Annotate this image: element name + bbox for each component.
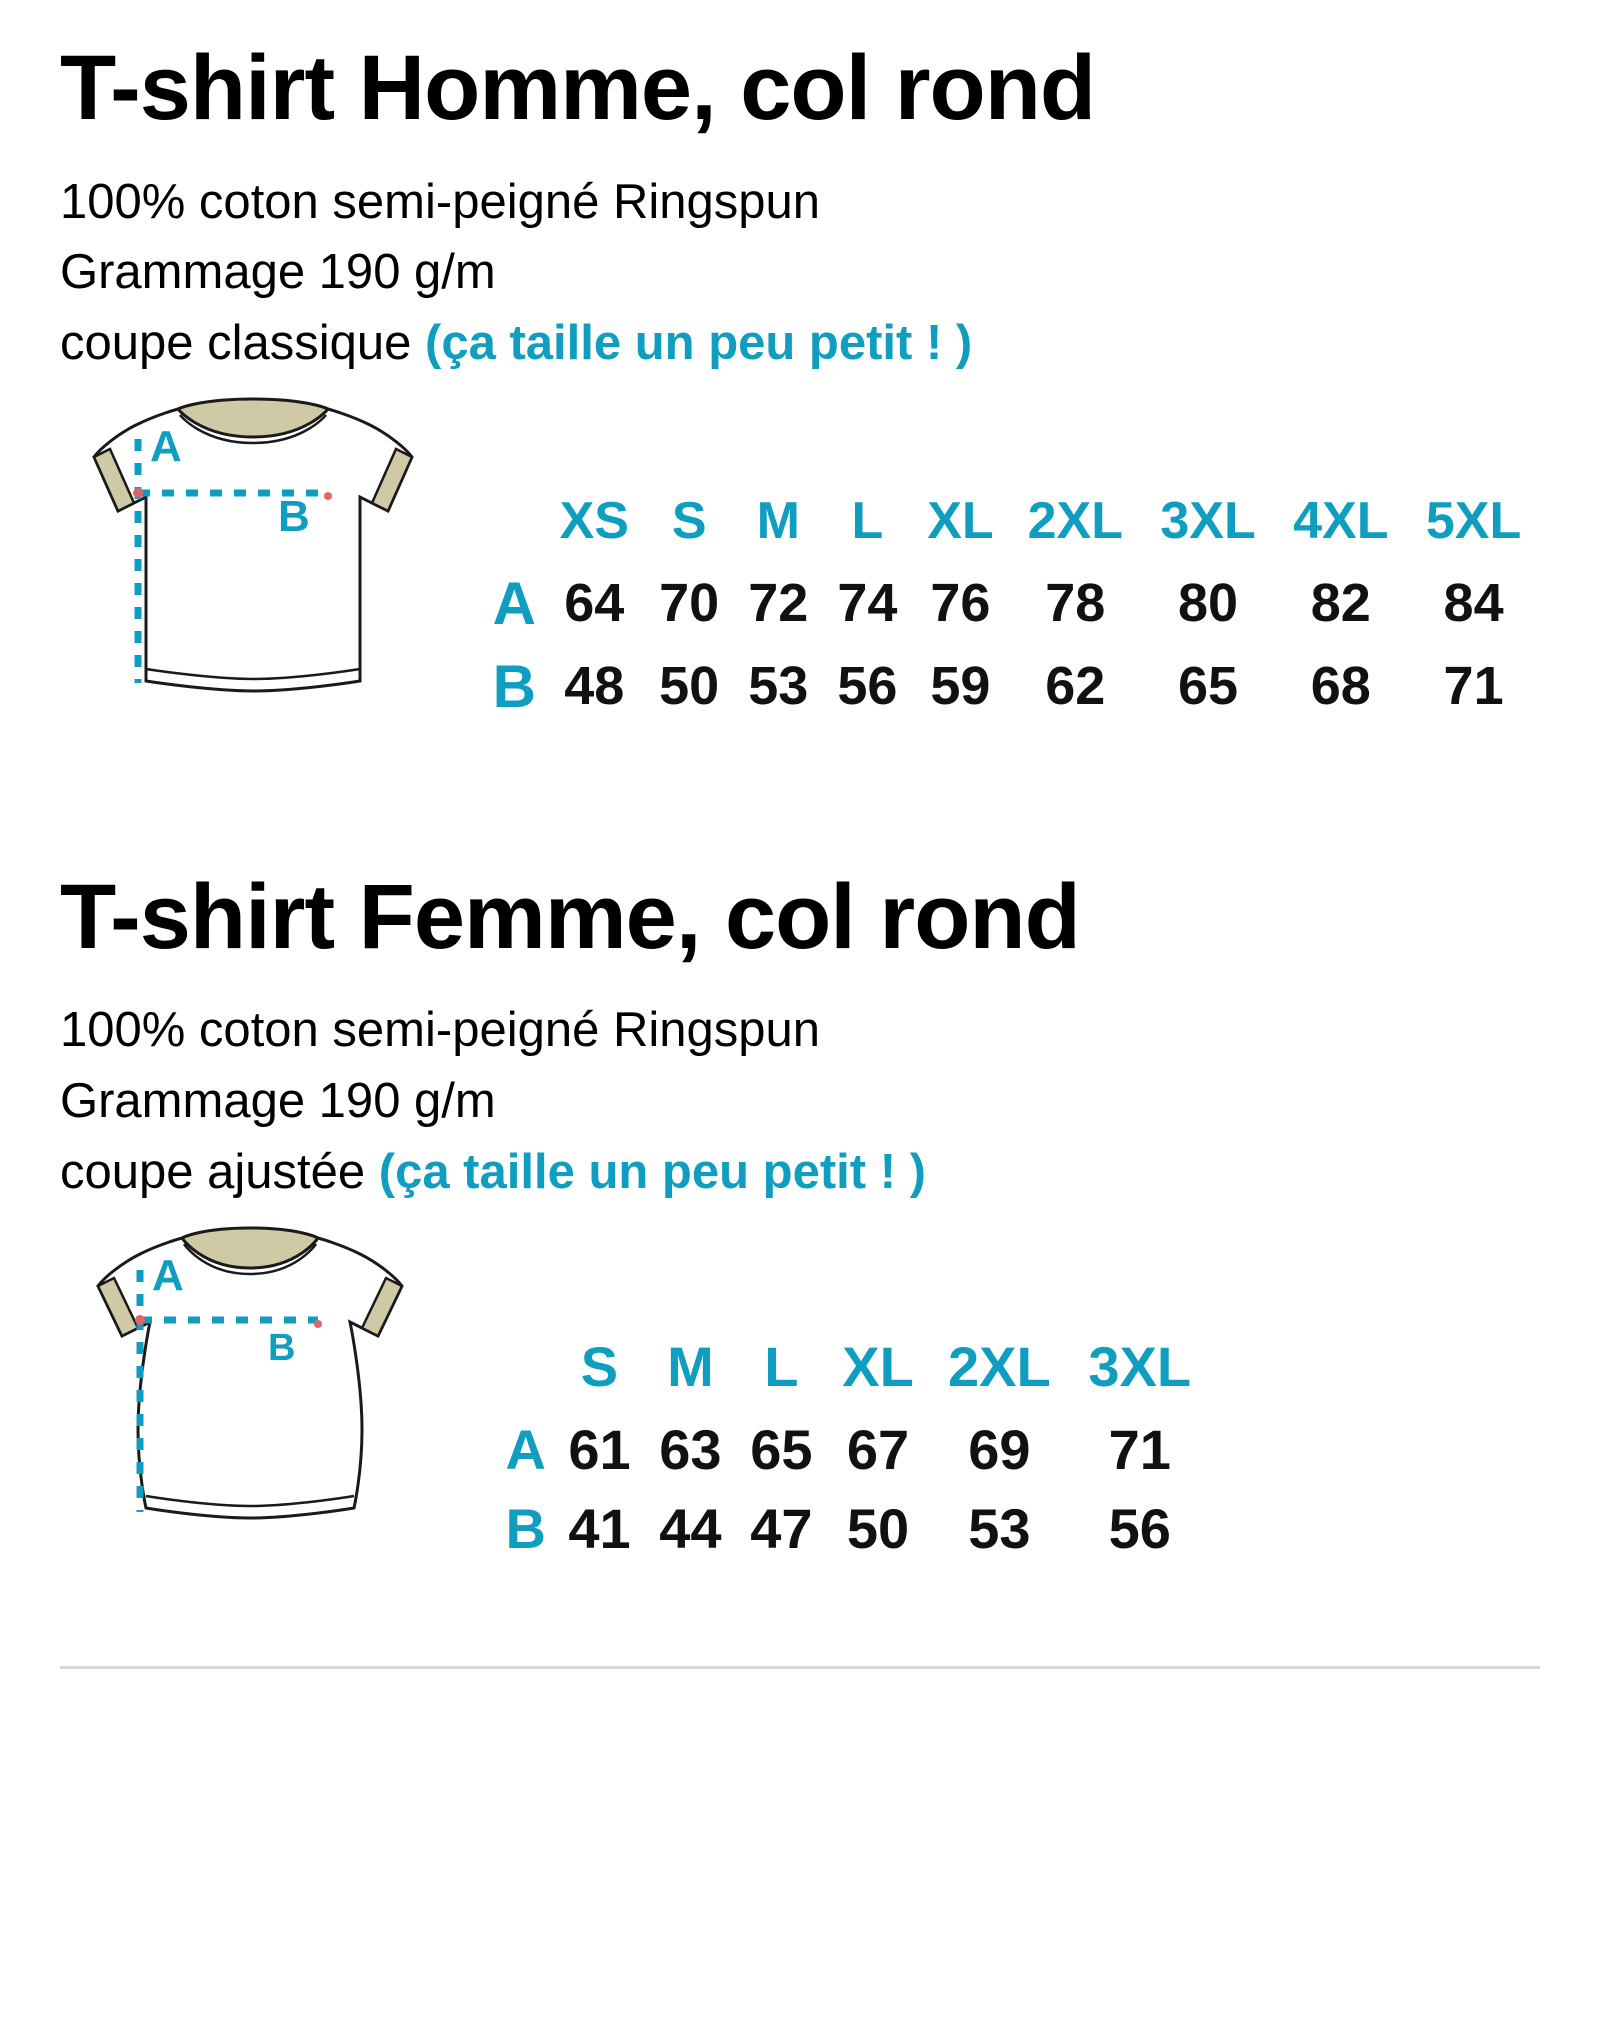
fit-note-homme: (ça taille un peu petit ! ) bbox=[425, 316, 973, 371]
cell-a-5xl: 84 bbox=[1443, 573, 1504, 634]
size-table-corner-homme bbox=[460, 487, 544, 565]
cell-a-xs: 64 bbox=[564, 573, 625, 634]
size-col-m: M bbox=[756, 491, 800, 550]
cell-b-s: 50 bbox=[659, 656, 720, 717]
diagram-label-b-femme: B bbox=[268, 1326, 296, 1369]
cell-a-3xl-femme: 71 bbox=[1108, 1417, 1171, 1481]
size-col-l-femme: L bbox=[764, 1334, 799, 1398]
cell-b-3xl-femme: 56 bbox=[1108, 1496, 1171, 1560]
size-col-xs: XS bbox=[559, 491, 629, 550]
diagram-label-a-femme: A bbox=[152, 1250, 184, 1300]
size-table-wrap-homme bbox=[450, 391, 1540, 731]
section-femme bbox=[60, 865, 1540, 1669]
size-table-head-homme bbox=[460, 487, 1540, 565]
description-line-weight-femme: Grammage 190 g/m bbox=[60, 1074, 496, 1129]
page-title-homme: T-shirt Homme, col rond bbox=[60, 37, 1096, 139]
tshirt-diagram-homme bbox=[60, 391, 450, 791]
size-col-5xl: 5XL bbox=[1425, 491, 1522, 550]
description-line-fit-homme bbox=[60, 312, 1540, 375]
row-label-a-homme: A bbox=[492, 569, 536, 637]
size-col-4xl: 4XL bbox=[1293, 491, 1389, 550]
size-header-row-femme bbox=[470, 1330, 1210, 1413]
table-row bbox=[470, 1492, 1210, 1571]
diagram-label-b-homme: B bbox=[278, 491, 310, 541]
cell-b-xs: 48 bbox=[564, 656, 625, 717]
size-col-3xl: 3XL bbox=[1160, 491, 1256, 550]
section-homme bbox=[60, 37, 1540, 791]
cell-a-4xl: 82 bbox=[1310, 573, 1371, 634]
size-table-homme bbox=[460, 487, 1540, 731]
cell-b-m: 53 bbox=[748, 656, 809, 717]
cell-a-l-femme: 65 bbox=[750, 1417, 813, 1481]
fit-text-femme: coupe ajustée bbox=[60, 1144, 379, 1199]
size-table-body-homme bbox=[460, 565, 1540, 731]
table-row bbox=[460, 648, 1540, 731]
description-line-fit-femme bbox=[60, 1141, 1540, 1204]
size-table-wrap-femme bbox=[450, 1220, 1540, 1571]
tshirt-diagram-femme bbox=[60, 1220, 450, 1620]
size-col-s: S bbox=[671, 491, 707, 550]
size-table-head-femme bbox=[470, 1330, 1210, 1413]
size-header-row-homme bbox=[460, 487, 1540, 565]
cell-a-3xl: 80 bbox=[1178, 573, 1239, 634]
measure-end-dot bbox=[314, 1320, 322, 1328]
measure-end-dot bbox=[324, 492, 332, 500]
cell-b-4xl: 68 bbox=[1310, 656, 1371, 717]
size-col-3xl-femme: 3XL bbox=[1088, 1334, 1192, 1398]
cell-b-2xl-femme: 53 bbox=[968, 1496, 1031, 1560]
size-col-xl-femme: XL bbox=[842, 1334, 914, 1398]
cell-a-xl: 76 bbox=[930, 573, 991, 634]
womens-tshirt-icon bbox=[60, 1220, 450, 1620]
cell-b-5xl: 71 bbox=[1443, 656, 1504, 717]
fit-note-femme: (ça taille un peu petit ! ) bbox=[378, 1144, 926, 1199]
description-line-composition-homme: 100% coton semi-peigné Ringspun bbox=[60, 174, 820, 229]
cell-b-3xl: 65 bbox=[1178, 656, 1239, 717]
cell-b-2xl: 62 bbox=[1045, 656, 1106, 717]
cell-a-m-femme: 63 bbox=[659, 1417, 722, 1481]
diagram-label-a-homme: A bbox=[150, 421, 182, 471]
row-label-a-femme: A bbox=[505, 1417, 546, 1481]
cell-b-xl-femme: 50 bbox=[846, 1496, 910, 1560]
cell-a-s: 70 bbox=[659, 573, 720, 634]
cell-a-xl-femme: 67 bbox=[846, 1417, 910, 1481]
size-col-2xl: 2XL bbox=[1027, 491, 1123, 550]
fit-text-homme: coupe classique bbox=[60, 316, 426, 371]
size-col-m-femme: M bbox=[667, 1334, 714, 1398]
shirt-body-shape bbox=[94, 409, 412, 691]
size-table-femme bbox=[470, 1330, 1210, 1571]
cell-a-s-femme: 61 bbox=[568, 1417, 631, 1481]
cell-b-m-femme: 44 bbox=[659, 1496, 722, 1560]
table-row bbox=[470, 1413, 1210, 1492]
section-divider bbox=[60, 1666, 1540, 1669]
measurement-block-homme bbox=[60, 391, 1540, 791]
cell-b-s-femme: 41 bbox=[568, 1496, 631, 1560]
measure-origin-dot bbox=[133, 488, 143, 498]
size-col-xl: XL bbox=[927, 491, 994, 550]
cell-a-m: 72 bbox=[748, 573, 809, 634]
measurement-block-femme bbox=[60, 1220, 1540, 1620]
cell-a-2xl-femme: 69 bbox=[968, 1417, 1031, 1481]
size-table-corner-femme bbox=[470, 1330, 554, 1413]
size-table-body-femme bbox=[470, 1413, 1210, 1571]
mens-tshirt-icon bbox=[60, 391, 450, 791]
description-line-weight-homme: Grammage 190 g/m bbox=[60, 245, 496, 300]
size-col-l: L bbox=[851, 491, 884, 550]
page-title-femme: T-shirt Femme, col rond bbox=[60, 865, 1080, 968]
table-row bbox=[460, 565, 1540, 648]
row-label-b-femme: B bbox=[505, 1496, 546, 1560]
shirt-body-shape bbox=[98, 1238, 402, 1518]
cell-a-2xl: 78 bbox=[1045, 573, 1106, 634]
size-col-2xl-femme: 2XL bbox=[948, 1334, 1051, 1398]
cell-b-l-femme: 47 bbox=[750, 1496, 813, 1560]
cell-b-xl: 59 bbox=[930, 656, 991, 717]
description-line-composition-femme: 100% coton semi-peigné Ringspun bbox=[60, 1003, 820, 1058]
cell-b-l: 56 bbox=[837, 656, 898, 717]
cell-a-l: 74 bbox=[837, 573, 898, 634]
row-label-b-homme: B bbox=[492, 652, 536, 720]
measure-origin-dot bbox=[135, 1315, 145, 1325]
size-col-s-femme: S bbox=[580, 1334, 619, 1398]
